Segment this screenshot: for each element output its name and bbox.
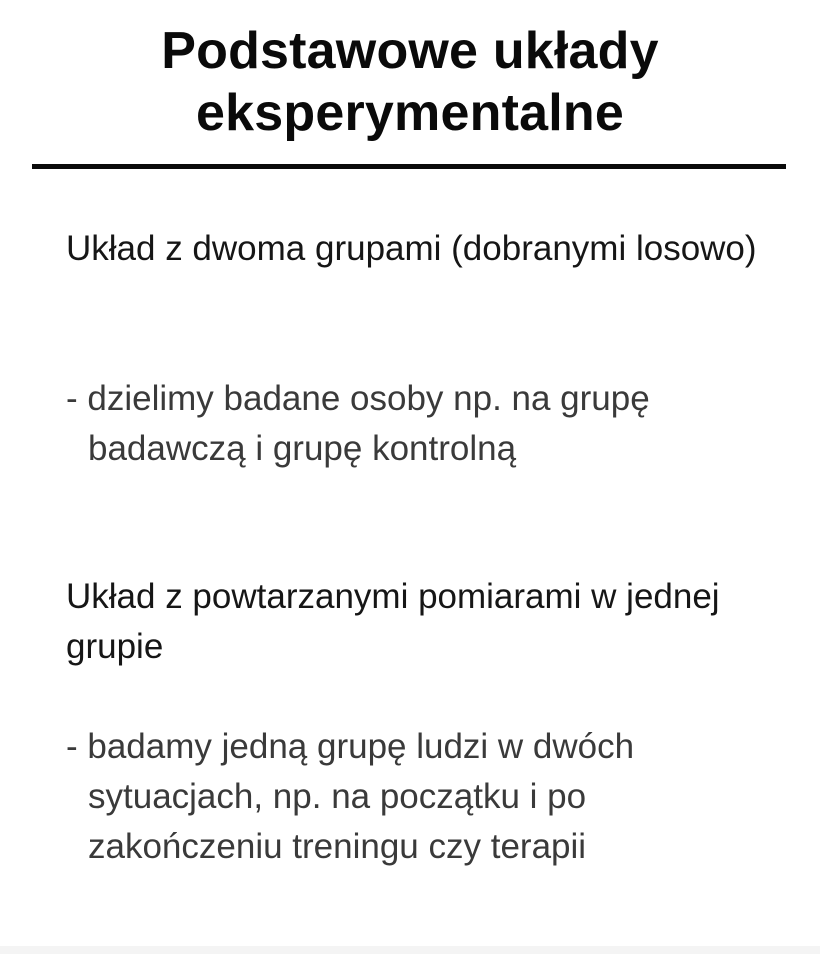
section-heading-two-groups: Układ z dwoma grupami (dobranymi losowo)	[66, 229, 757, 268]
slide-title: Podstawowe układy eksperymentalne	[161, 22, 659, 142]
title-underline	[32, 164, 786, 169]
bullet-two-groups: - dzielimy badane osoby np. na grupę badawczą i grupę kontrolną	[66, 379, 650, 468]
bottom-edge	[0, 946, 820, 954]
bullet-repeated-measures: - badamy jedną grupę ludzi w dwóch sytuacjach, np. na początku i po zakończeniu treningu czy terapii	[66, 727, 635, 866]
section-heading-repeated-measures: Układ z powtarzanymi pomiarami w jednej grupie	[66, 577, 720, 666]
